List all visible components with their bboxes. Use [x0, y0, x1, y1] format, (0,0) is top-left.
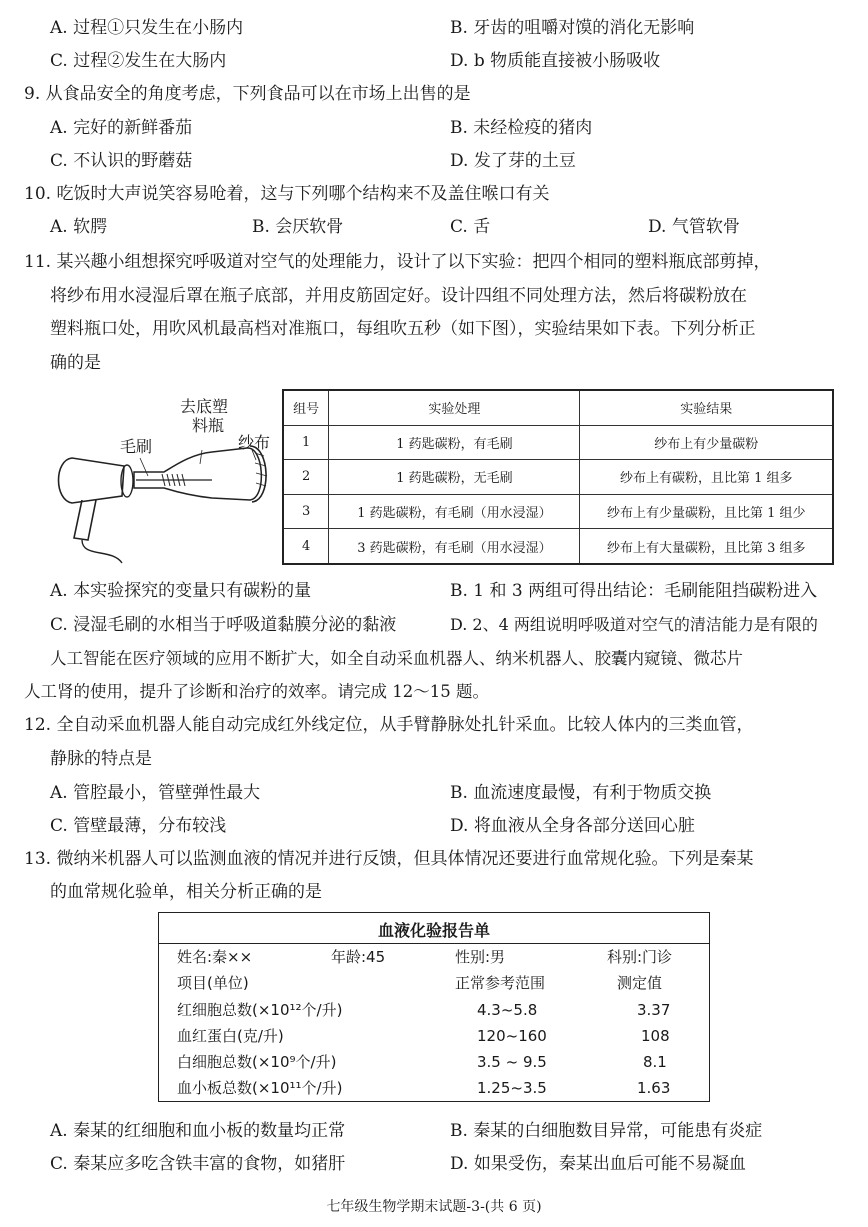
- q12-stem-line1: 12. 全自动采血机器人能自动完成红外线定位，从手臂静脉处扎针采血。比较人体内的三类血管，: [24, 715, 754, 735]
- report-value: 8.1: [643, 1053, 667, 1071]
- cell-treatment: 1 药匙碳粉，有毛刷（用水浸湿）: [329, 494, 580, 528]
- q13-stem-line2: 的血常规化验单，相关分析正确的是: [50, 882, 322, 902]
- q8-option-b: B. 牙齿的咀嚼对馍的消化无影响: [450, 18, 695, 38]
- q11-option-c: C. 浸湿毛刷的水相当于呼吸道黏膜分泌的黏液: [50, 615, 397, 635]
- q11-option-a: A. 本实验探究的变量只有碳粉的量: [50, 581, 312, 601]
- q13-stem-line1: 13. 微纳米机器人可以监测血液的情况并进行反馈，但具体情况还要进行血常规化验。下列是秦某: [24, 849, 754, 869]
- intro-line1: 人工智能在医疗领域的应用不断扩大，如全自动采血机器人、纳米机器人、胶囊内窥镜、微芯片: [50, 649, 743, 668]
- blood-test-report: [158, 912, 710, 1102]
- header-result: 实验结果: [580, 390, 833, 425]
- report-dept: 科别:门诊: [607, 948, 673, 966]
- q9-stem: 9. 从食品安全的角度考虑，下列食品可以在市场上出售的是: [24, 84, 471, 104]
- cell-result: 纱布上有少量碳粉，且比第 1 组少: [580, 494, 833, 528]
- q9-option-d: D. 发了芽的土豆: [450, 151, 576, 171]
- report-value: 3.37: [637, 1001, 671, 1019]
- cell-group: 1: [283, 425, 329, 459]
- q13-option-d: D. 如果受伤，秦某出血后可能不易凝血: [450, 1154, 746, 1174]
- cell-treatment: 3 药匙碳粉，有毛刷（用水浸湿）: [329, 529, 580, 564]
- page-footer: 七年级生物学期末试题-3-(共 6 页): [326, 1199, 542, 1215]
- table-header-row: [283, 390, 833, 425]
- cell-result: 纱布上有大量碳粉，且比第 3 组多: [580, 529, 833, 564]
- report-item: 白细胞总数(×10⁹个/升): [177, 1053, 337, 1071]
- q11-stem-line1: 11. 某兴趣小组想探究呼吸道对空气的处理能力，设计了以下实验：把四个相同的塑料瓶底部剪掉，: [24, 252, 771, 272]
- report-range: 4.3~5.8: [477, 1001, 538, 1019]
- report-item: 血红蛋白(克/升): [177, 1027, 284, 1045]
- report-value: 108: [641, 1027, 670, 1045]
- header-treatment: 实验处理: [329, 390, 580, 425]
- q9-option-a: A. 完好的新鲜番茄: [50, 118, 193, 138]
- report-item: 血小板总数(×10¹¹个/升): [177, 1079, 343, 1097]
- experiment-table: [282, 389, 834, 565]
- intro-line2: 人工肾的使用，提升了诊断和治疗的效率。请完成 12～15 题。: [24, 682, 489, 701]
- q11-option-b: B. 1 和 3 两组可得出结论：毛刷能阻挡碳粉进入: [450, 581, 818, 601]
- q13-option-c: C. 秦某应多吃含铁丰富的食物，如猪肝: [50, 1154, 346, 1174]
- header-group: 组号: [283, 390, 329, 425]
- q13-option-b: B. 秦某的白细胞数目异常，可能患有炎症: [450, 1121, 763, 1141]
- report-col-range: 正常参考范围: [455, 974, 546, 992]
- report-range: 1.25~3.5: [477, 1079, 547, 1097]
- q12-option-a: A. 管腔最小，管壁弹性最大: [50, 783, 261, 803]
- q9-option-c: C. 不认识的野蘑菇: [50, 151, 193, 171]
- report-title: 血液化验报告单: [377, 921, 490, 940]
- q12-stem-line2: 静脉的特点是: [50, 749, 152, 769]
- cell-group: 2: [283, 460, 329, 494]
- q12-option-d: D. 将血液从全身各部分送回心脏: [450, 816, 695, 836]
- cell-treatment: 1 药匙碳粉，无毛刷: [329, 460, 580, 494]
- cell-result: 纱布上有少量碳粉: [580, 425, 833, 459]
- q10-option-d: D. 气管软骨: [648, 217, 740, 237]
- q8-option-a: A. 过程①只发生在小肠内: [50, 18, 244, 38]
- report-sex: 性别:男: [455, 948, 506, 966]
- report-item: 红细胞总数(×10¹²个/升): [177, 1001, 343, 1019]
- cell-result: 纱布上有碳粉，且比第 1 组多: [580, 460, 833, 494]
- report-col-value: 测定值: [617, 974, 663, 992]
- q11-stem-line2: 将纱布用水浸湿后罩在瓶子底部，并用皮筋固定好。设计四组不同处理方法，然后将碳粉放在: [50, 286, 747, 306]
- table-row: [283, 529, 833, 564]
- cell-group: 4: [283, 529, 329, 564]
- report-name: 姓名:秦××: [177, 948, 253, 966]
- label-bottle-line2: 料瓶: [192, 416, 225, 435]
- q11-stem-line3: 塑料瓶口处，用吹风机最高档对准瓶口，每组吹五秒（如下图），实验结果如下表。下列分析正: [50, 319, 756, 339]
- q12-option-c: C. 管壁最薄，分布较浅: [50, 816, 227, 836]
- label-bottle-line1: 去底塑: [180, 397, 229, 416]
- hairdryer-bottle-illustration: [52, 408, 282, 568]
- report-range: 120~160: [477, 1027, 547, 1045]
- q9-option-b: B. 未经检疫的猪肉: [450, 118, 593, 138]
- table-row: [283, 460, 833, 494]
- experiment-diagram: [52, 397, 282, 568]
- q11-option-d: D. 2、4 两组说明呼吸道对空气的清洁能力是有限的: [450, 615, 818, 634]
- q12-option-b: B. 血流速度最慢，有利于物质交换: [450, 783, 712, 803]
- report-range: 3.5 ~ 9.5: [477, 1053, 547, 1071]
- q10-option-a: A. 软腭: [50, 217, 108, 237]
- report-divider: [159, 943, 709, 944]
- q10-option-c: C. 舌: [450, 217, 491, 237]
- label-brush: 毛刷: [120, 437, 153, 456]
- table-row: [283, 494, 833, 528]
- report-col-item: 项目(单位): [177, 974, 249, 992]
- report-value: 1.63: [637, 1079, 671, 1097]
- q10-option-b: B. 会厌软骨: [252, 217, 344, 237]
- q8-option-c: C. 过程②发生在大肠内: [50, 51, 227, 71]
- q10-stem: 10. 吃饭时大声说笑容易呛着，这与下列哪个结构来不及盖住喉口有关: [24, 184, 550, 204]
- report-age: 年龄:45: [331, 948, 386, 966]
- label-gauze: 纱布: [238, 433, 271, 452]
- q8-option-d: D. b 物质能直接被小肠吸收: [450, 51, 661, 71]
- q13-option-a: A. 秦某的红细胞和血小板的数量均正常: [50, 1121, 346, 1141]
- cell-treatment: 1 药匙碳粉，有毛刷: [329, 425, 580, 459]
- q11-stem-line4: 确的是: [50, 353, 101, 373]
- cell-group: 3: [283, 494, 329, 528]
- table-row: [283, 425, 833, 459]
